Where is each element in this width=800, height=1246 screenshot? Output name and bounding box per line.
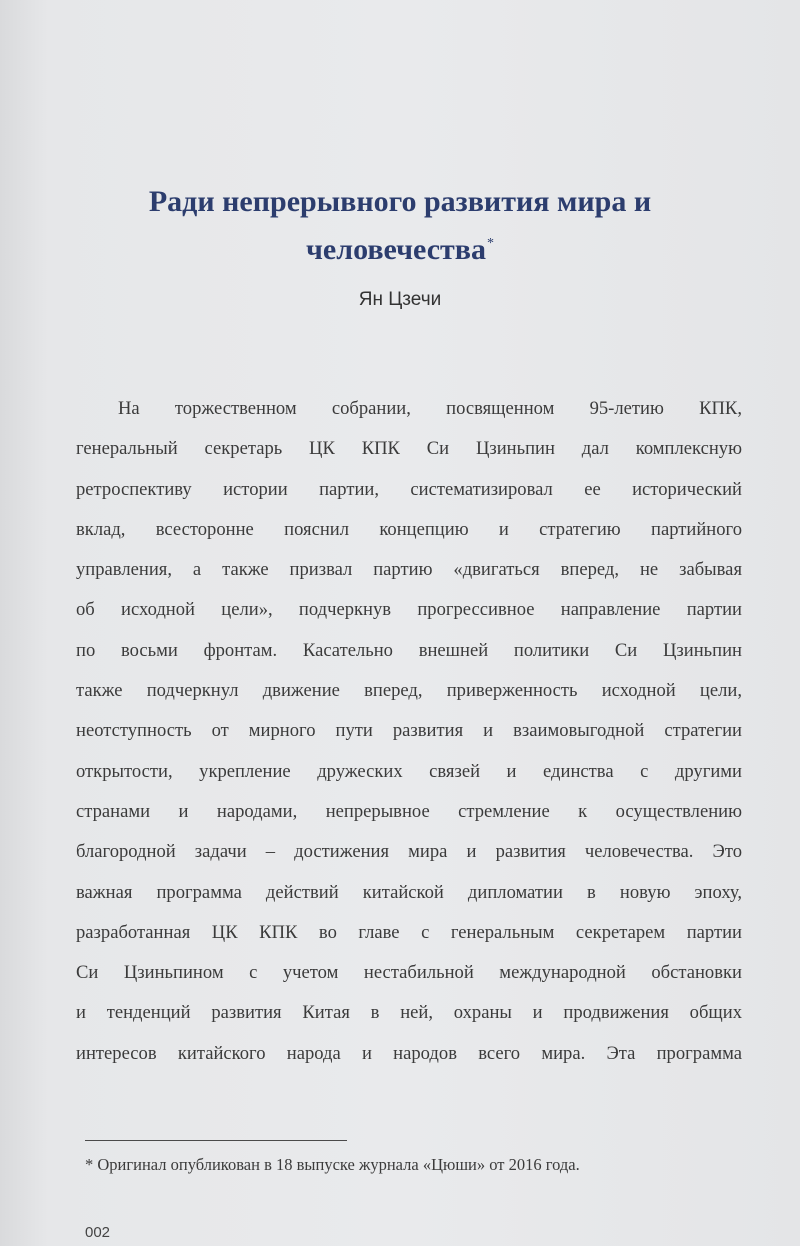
body-line: разработанная ЦК КПК во главе с генеральным секретарем партии: [76, 921, 742, 943]
body-line: управления, а также призвал партию «двигаться вперед, не забывая: [76, 559, 742, 581]
body-line: также подчеркнул движение вперед, приверженность исходной цели,: [76, 680, 742, 702]
author-name: Ян Цзечи: [358, 289, 442, 310]
body-line: странами и народами, непрерывное стремление к осуществлению: [76, 800, 742, 822]
body-line: интересов китайского народа и народов всего мира. Эта программа: [76, 1042, 742, 1064]
body-line: ретроспективу истории партии, систематизировал ее исторический: [76, 478, 742, 500]
page-number: 002: [85, 1224, 111, 1241]
footnote: * Оригинал опубликован в 18 выпуске журнала «Цюши» от 2016 года.: [85, 1155, 580, 1174]
chapter-title: [80, 178, 720, 274]
body-line: и тенденций развития Китая в ней, охраны и продвижения общих: [76, 1002, 742, 1024]
footnote-marker: *: [486, 236, 494, 251]
body-line: открытости, укрепление дружеских связей и единства с другими: [76, 760, 742, 782]
body-line: по восьми фронтам. Касательно внешней политики Си Цзиньпин: [76, 639, 742, 661]
chapter-title-line-1: Ради непрерывного развития мира и: [148, 185, 652, 218]
body-line: вклад, всесторонне пояснил концепцию и стратегию партийного: [76, 518, 742, 540]
footnote-divider: [85, 1140, 347, 1141]
body-line: благородной задачи – достижения мира и развития человечества. Это: [76, 841, 742, 863]
body-paragraph: [76, 389, 742, 1074]
body-line: об исходной цели», подчеркнув прогрессивное направление партии: [76, 599, 742, 621]
body-line: Си Цзиньпином с учетом нестабильной международной обстановки: [76, 962, 742, 984]
body-line: неотступность от мирного пути развития и взаимовыгодной стратегии: [76, 720, 742, 742]
body-line: генеральный секретарь ЦК КПК Си Цзиньпин дал комплексную: [76, 438, 742, 460]
chapter-title-line-2: человечества: [306, 233, 486, 266]
body-line: На торжественном собрании, посвященном 95-летию КПК,: [118, 398, 742, 419]
body-line: важная программа действий китайской дипломатии в новую эпоху,: [76, 881, 742, 903]
